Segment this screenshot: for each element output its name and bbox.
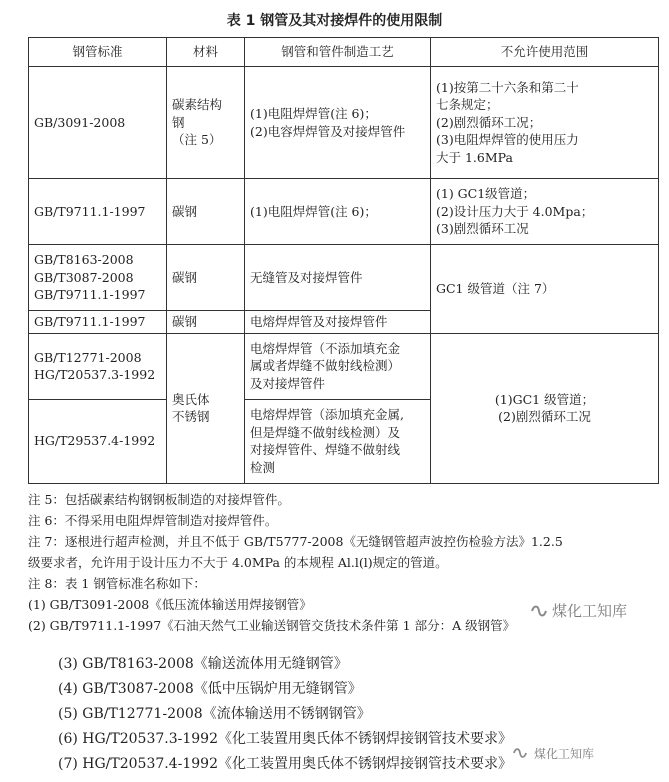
list-item: (3) GB/T8163-2008《输送流体用无缝钢管》 [58, 656, 348, 672]
cell-standard: GB/T8163-2008 GB/T3087-2008 GB/T9711.1-1997 [29, 245, 167, 311]
cell-scope: (1)GC1 级管道； (2)剧烈循环工况 [431, 333, 659, 483]
table-row [29, 245, 659, 311]
note-7: 注 7：逐根进行超声检测，并且不低于 GB/T5777-2008《无缝钢管超声波控伤检验方法》1.2.5 [28, 534, 563, 549]
list-item: (7) HG/T20537.4-1992《化工装置用奥氏体不锈钢焊接钢管技术要求》 [58, 756, 512, 772]
cell-scope: (1)按第二十六条和第二十 七条规定； (2)剧烈循环工况； (3)电阻焊焊管的使用压力 大于 1.6MPa [431, 67, 659, 179]
cell-material: 碳素结构 钢 （注 5） [167, 67, 245, 179]
cell-material: 碳钢 [167, 245, 245, 311]
note-5: 注 5：包括碳素结构钢钢板制造的对接焊管件。 [28, 492, 290, 507]
cell-scope: GC1 级管道（注 7） [431, 245, 659, 334]
cell-standard: GB/T12771-2008 HG/T20537.3-1992 [29, 333, 167, 399]
cell-material: 碳钢 [167, 179, 245, 245]
cell-process: (1)电阻焊焊管(注 6)； [245, 179, 431, 245]
note-8: 注 8：表 1 钢管标准名称如下： [28, 576, 206, 591]
standard-list [58, 652, 512, 777]
cell-scope: (1) GC1级管道； (2)设计压力大于 4.0Mpa； (3)剧烈循环工况 [431, 179, 659, 245]
cell-process: 电熔焊焊管及对接焊管件 [245, 311, 431, 334]
cell-standard: GB/T9711.1-1997 [29, 179, 167, 245]
table-row [29, 179, 659, 245]
wechat-channel-icon [530, 603, 548, 619]
header-scope: 不允许使用范围 [431, 38, 659, 67]
table-row [29, 67, 659, 179]
cell-process: 电熔焊焊管（添加填充金属, 但是焊缝不做射线检测）及 对接焊管件、焊缝不做射线 检测 [245, 399, 431, 483]
cell-material: 碳钢 [167, 311, 245, 334]
table-row [29, 333, 659, 399]
table-title: 表 1 钢管及其对接焊件的使用限制 [226, 13, 443, 29]
header-material: 材料 [167, 38, 245, 67]
cell-standard: GB/T9711.1-1997 [29, 311, 167, 334]
header-process: 钢管和管件制造工艺 [245, 38, 431, 67]
list-item: (4) GB/T3087-2008《低中压锅炉用无缝钢管》 [58, 681, 362, 697]
note-8-item-1: (1) GB/T3091-2008《低压流体输送用焊接钢管》 [28, 597, 312, 612]
list-item: (5) GB/T12771-2008《流体输送用不锈钢钢管》 [58, 706, 371, 722]
header-standard: 钢管标准 [29, 38, 167, 67]
watermark-main: 煤化工知库 [530, 600, 627, 621]
cell-process: (1)电阻焊焊管(注 6)； (2)电容焊焊管及对接焊管件 [245, 67, 431, 179]
restriction-table [28, 37, 659, 484]
wechat-channel-icon [512, 746, 530, 762]
note-7-cont: 级要求者，允许用于设计压力不大于 4.0MPa 的本规程 Al.l(l)规定的管道。 [28, 555, 448, 570]
watermark-small: 煤化工知库 [512, 745, 594, 762]
note-6: 注 6：不得采用电阻焊焊管制造对接焊管件。 [28, 513, 278, 528]
note-8-item-2: (2) GB/T9711.1-1997《石油天然气工业输送钢管交货技术条件第 1 部分：A 级钢管》 [28, 618, 516, 633]
cell-standard: GB/3091-2008 [29, 67, 167, 179]
cell-process: 电熔焊焊管（不添加填充金 属或者焊缝不做射线检测） 及对接焊管件 [245, 333, 431, 399]
cell-material: 奥氏体 不锈钢 [167, 333, 245, 483]
cell-process: 无缝管及对接焊管件 [245, 245, 431, 311]
table-header-row [29, 38, 659, 67]
cell-standard: HG/T29537.4-1992 [29, 399, 167, 483]
list-item: (6) HG/T20537.3-1992《化工装置用奥氏体不锈钢焊接钢管技术要求》 [58, 731, 512, 747]
